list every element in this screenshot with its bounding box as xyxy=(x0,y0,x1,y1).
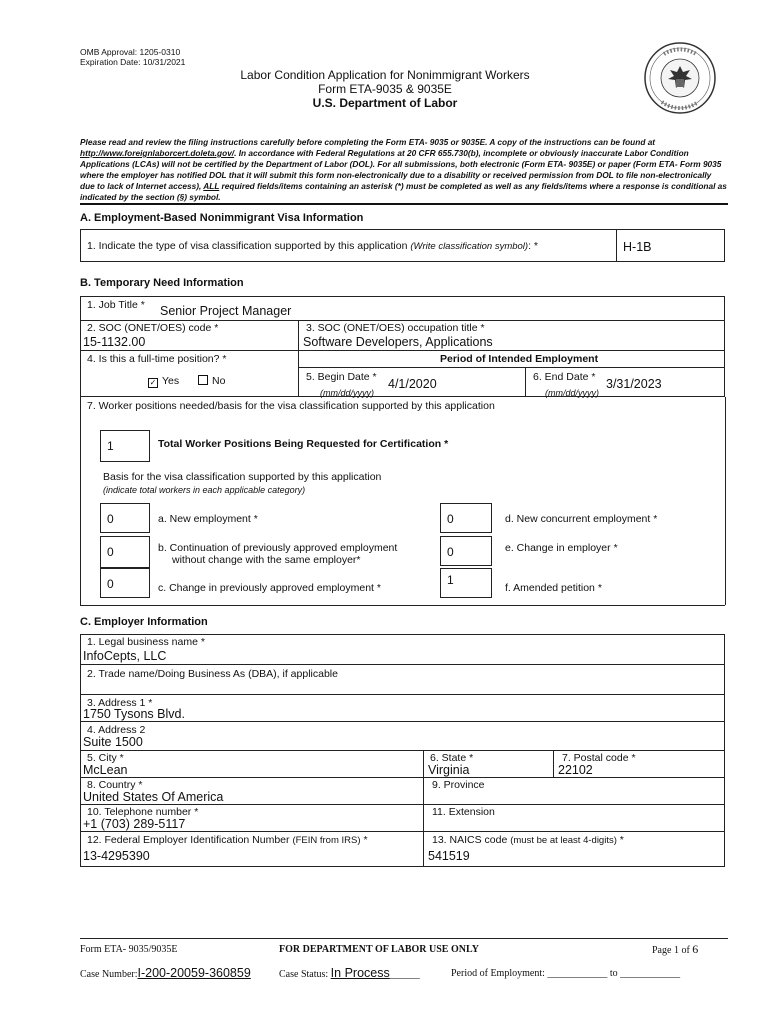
instructions xyxy=(80,137,728,203)
no-label: No xyxy=(212,375,226,387)
country-label: 8. Country * xyxy=(87,779,143,791)
new-employment-label: a. New employment * xyxy=(158,513,258,525)
omb-approval: OMB Approval: 1205-0310 xyxy=(80,47,181,57)
period-heading: Period of Intended Employment xyxy=(440,353,599,365)
new-concurrent-label: d. New concurrent employment * xyxy=(505,513,658,525)
case-number: Case Number:I-200-20059-360859 xyxy=(80,966,251,980)
yes-label: Yes xyxy=(162,375,180,387)
divider xyxy=(525,367,526,397)
soc-title-label: 3. SOC (ONET/OES) occupation title * xyxy=(306,322,485,334)
divider xyxy=(80,397,81,605)
dba-label: 2. Trade name/Doing Business As (DBA), if applicable xyxy=(87,668,338,680)
new-concurrent-field[interactable]: 0 xyxy=(440,503,492,533)
divider xyxy=(725,397,726,605)
divider xyxy=(80,605,725,606)
divider xyxy=(80,664,725,665)
phone-field[interactable]: +1 (703) 289-5117 xyxy=(83,817,186,831)
footer-rule xyxy=(80,938,728,939)
legal-name-label: 1. Legal business name * xyxy=(87,636,205,648)
instructions-p3: required fields/items containing an asterisk (*) must be completed as well as any fields/items where a response is conditional as indicated by the section (§) symbol. xyxy=(80,181,727,202)
dol-use-only: FOR DEPARTMENT OF LABOR USE ONLY xyxy=(279,944,479,955)
job-title-label: 1. Job Title * xyxy=(87,299,145,311)
case-number-value: I-200-20059-360859 xyxy=(137,966,251,980)
title-line-1: Labor Condition Application for Nonimmigrant Workers xyxy=(240,68,530,82)
begin-date-label: 5. Begin Date * xyxy=(306,371,377,383)
end-date-hint: (mm/dd/yyyy) xyxy=(545,388,599,398)
naics-label: 13. NAICS code (must be at least 4-digits) * xyxy=(432,834,624,846)
province-label: 9. Province xyxy=(432,779,485,791)
form-id: Form ETA- 9035/9035E xyxy=(80,944,178,955)
address1-label: 3. Address 1 * xyxy=(87,697,153,709)
address1-field[interactable]: 1750 Tysons Blvd. xyxy=(83,707,185,721)
amended-petition-label: f. Amended petition * xyxy=(505,582,602,594)
state-label: 6. State * xyxy=(430,752,474,764)
change-employer-label: e. Change in employer * xyxy=(505,542,618,554)
divider xyxy=(80,750,725,751)
basis-label: Basis for the visa classification supported by this application xyxy=(103,471,382,483)
worker-positions-label: 7. Worker positions needed/basis for the visa classification supported by this application xyxy=(87,400,495,412)
period-of-employment: Period of Employment: ____________ to ____________ xyxy=(451,968,681,979)
basis-hint: (indicate total workers in each applicable category) xyxy=(103,485,306,495)
dol-seal-icon xyxy=(644,42,716,114)
section-a-heading: A. Employment-Based Nonimmigrant Visa Information xyxy=(80,212,364,224)
visa-classification-value: H-1B xyxy=(623,240,652,254)
city-field[interactable]: McLean xyxy=(83,763,128,777)
divider xyxy=(298,320,299,350)
address2-label: 4. Address 2 xyxy=(87,724,146,736)
divider xyxy=(80,721,725,722)
job-title-field[interactable]: Senior Project Manager xyxy=(160,304,292,318)
total-positions-label: Total Worker Positions Being Requested for Certification * xyxy=(158,438,449,450)
address2-field[interactable]: Suite 1500 xyxy=(83,735,143,749)
section-divider xyxy=(80,203,728,205)
country-field[interactable]: United States Of America xyxy=(83,790,224,804)
expiration-date: Expiration Date: 10/31/2021 xyxy=(80,57,186,67)
fulltime-no-option[interactable] xyxy=(198,375,225,387)
state-field[interactable]: Virginia xyxy=(428,763,470,777)
change-employer-field[interactable]: 0 xyxy=(440,536,492,566)
legal-name-field[interactable]: InfoCepts, LLC xyxy=(83,649,167,663)
fein-label: 12. Federal Employer Identification Number (FEIN from IRS) * xyxy=(87,834,368,846)
instructions-p1: Please read and review the filing instructions carefully before completing the Form ETA- 9035 or 9035E. A copy of the instructions can be found at xyxy=(80,137,656,147)
soc-code-field[interactable]: 15-1132.00 xyxy=(83,335,146,349)
instructions-p2: . In accordance with Federal Regulations at 20 CFR 655.730(b), incomplete or obviously inaccurate Labor Condition Applications (LCAs) will not be certified by the Department of Labor (DOL). For all submissions, both electronic (Form ETA- 9035E) or paper (Form ETA- Form 9035 where the employer has notified DOL that it will submit this form non-electronically due to a disability or received permission from DOL to file non-electronically due to lack of Internet access), xyxy=(80,148,722,191)
new-employment-field[interactable]: 0 xyxy=(100,503,150,533)
divider xyxy=(298,350,299,397)
fulltime-yes-option[interactable] xyxy=(148,375,179,388)
case-status-value: In Process xyxy=(330,966,390,980)
fulltime-label: 4. Is this a full-time position? * xyxy=(87,353,227,365)
page-number: Page 1 of 6 xyxy=(652,942,699,956)
divider xyxy=(80,320,725,321)
begin-date-field[interactable]: 4/1/2020 xyxy=(388,377,437,391)
divider xyxy=(553,750,554,777)
postal-field[interactable]: 22102 xyxy=(558,763,593,777)
section-b-heading: B. Temporary Need Information xyxy=(80,277,244,289)
begin-date-hint: (mm/dd/yyyy) xyxy=(320,388,374,398)
continuation-field[interactable]: 0 xyxy=(100,536,150,568)
divider xyxy=(80,350,725,351)
end-date-field[interactable]: 3/31/2023 xyxy=(606,377,662,391)
section-c-heading: C. Employer Information xyxy=(80,616,208,628)
divider xyxy=(298,367,725,368)
checkbox-empty-icon[interactable] xyxy=(198,375,208,385)
divider xyxy=(80,777,725,778)
omb-info xyxy=(80,47,185,67)
checkbox-checked-icon[interactable]: ✓ xyxy=(149,378,157,387)
visa-classification-label: 1. Indicate the type of visa classification supported by this application (Write classification symbol): * xyxy=(87,240,538,252)
soc-code-label: 2. SOC (ONET/OES) code * xyxy=(87,322,219,334)
case-status: Case Status: In Process______ xyxy=(279,966,420,980)
visa-classification-field[interactable] xyxy=(616,229,725,262)
amended-petition-field[interactable]: 1 xyxy=(440,568,492,598)
postal-label: 7. Postal code * xyxy=(562,752,636,764)
divider xyxy=(80,694,725,695)
title-line-2: Form ETA-9035 & 9035E xyxy=(318,82,452,96)
naics-field[interactable]: 541519 xyxy=(428,849,470,863)
divider xyxy=(80,804,725,805)
change-previous-label: c. Change in previously approved employment * xyxy=(158,582,381,594)
soc-title-field[interactable]: Software Developers, Applications xyxy=(303,335,493,349)
city-label: 5. City * xyxy=(87,752,124,764)
continuation-label: b. Continuation of previously approved employment without change with the same employer* xyxy=(158,542,398,566)
fein-field[interactable]: 13-4295390 xyxy=(83,849,150,863)
extension-label: 11. Extension xyxy=(432,806,495,818)
instructions-link[interactable]: http://www.foreignlaborcert.doleta.gov/ xyxy=(80,148,235,158)
phone-label: 10. Telephone number * xyxy=(87,806,199,818)
total-positions-field[interactable]: 1 xyxy=(100,430,150,462)
instructions-all: ALL xyxy=(203,181,220,191)
end-date-label: 6. End Date * xyxy=(533,371,596,383)
change-previous-field[interactable]: 0 xyxy=(100,568,150,598)
divider xyxy=(423,750,424,867)
divider xyxy=(80,831,725,832)
title-line-3: U.S. Department of Labor xyxy=(312,96,458,110)
